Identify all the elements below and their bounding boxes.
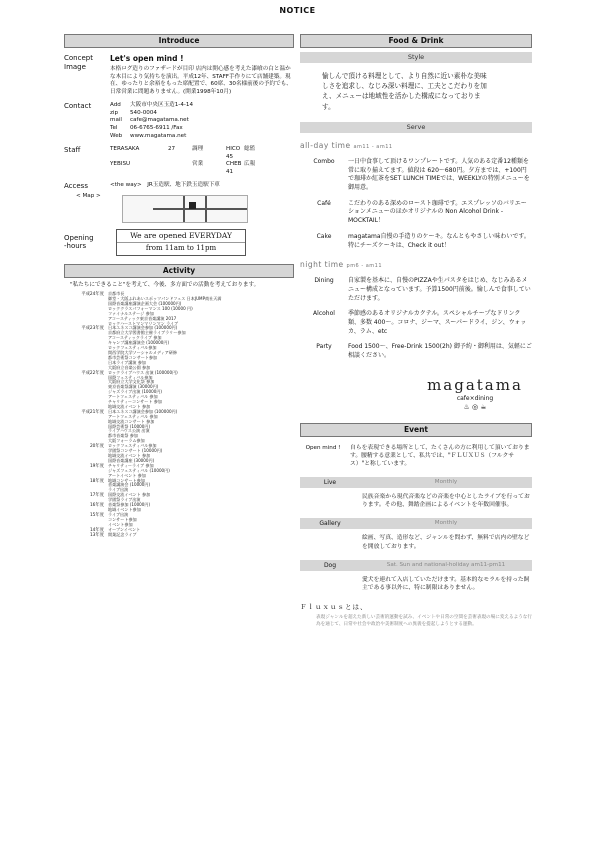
activity-item: ライブハウス公演 出演 bbox=[108, 428, 150, 434]
activity-item: ロックライブハウス 出演 (100000円) bbox=[108, 369, 178, 375]
menu-label: Café bbox=[317, 199, 331, 207]
contact-section bbox=[64, 102, 294, 140]
activity-item: 地域交流コンサート 参加 bbox=[108, 418, 155, 424]
event-tag: Monthly bbox=[434, 520, 458, 527]
activity-item: ロックハーストマンマリンマン ライブ bbox=[108, 320, 179, 326]
activity-items bbox=[108, 444, 294, 464]
activity-item: ジャズライブ出演 (10000円) bbox=[108, 389, 163, 395]
activity-item: イベント参加 bbox=[108, 521, 133, 527]
activity-items bbox=[108, 533, 294, 538]
activity-item: 大阪府立音楽公園 参加 bbox=[108, 364, 151, 370]
staff-label: Staff bbox=[64, 146, 81, 155]
event-text: 民族音楽から現代音楽などの音楽を中心としたライブを行っております。その他、舞踏企画によるイベントを年数回催事。 bbox=[362, 493, 530, 509]
activity-item: 国際音楽講座 (30000円) bbox=[108, 457, 155, 463]
menu-label: Cake bbox=[316, 232, 332, 240]
activity-year: 19年度 bbox=[89, 463, 104, 469]
contact-key: Web bbox=[110, 132, 123, 139]
activity-era bbox=[64, 464, 294, 479]
magatama-logo bbox=[420, 375, 530, 413]
staff-row bbox=[110, 161, 294, 176]
contact-row bbox=[110, 133, 294, 141]
event-tag: Monthly bbox=[434, 478, 458, 485]
staff-row bbox=[110, 146, 294, 161]
activity-era bbox=[64, 410, 294, 444]
activity-era bbox=[64, 371, 294, 410]
activity-item: 日本ユネスコ講演会参加 (100000円) bbox=[108, 325, 178, 331]
contact-row bbox=[110, 110, 294, 118]
menu-label: Dining bbox=[314, 277, 334, 285]
logo-mark-icon: ♨ ◎ ☕ bbox=[463, 403, 487, 412]
menu-row bbox=[300, 158, 532, 193]
staff-cell: YEBISU bbox=[110, 161, 131, 168]
menu-text: 一日中食事して頂けるワンプレートです。人気のある定番12種類を常に取り揃えてます。値段は 620～680円。夕方までは、+100円で珈琲か紅茶をSET LUNCH TIMEでは、WEEKLYの特別メニューを御用意。 bbox=[348, 158, 530, 192]
event-label: Live bbox=[323, 478, 337, 486]
activity-era bbox=[64, 503, 294, 513]
concept-title: Let's open mind ! bbox=[110, 54, 184, 63]
menu-text: 自家製を基本に、自慢のPIZZAや生パスタをはじめ、なじみあるメニュー構成となっています。予算1500円前後。愉しんで食事していただけます。 bbox=[348, 277, 531, 302]
menu-text: こだわりのある深めのロースト珈琲です。エスプレッソのバリエーションメニューのほかオリジナルの Non Alcohol Drink - MOCKTAIL！ bbox=[348, 199, 527, 225]
activity-item: 開業記念ライブ bbox=[108, 531, 137, 537]
activity-items bbox=[108, 464, 294, 479]
logo-name: magatama bbox=[427, 375, 523, 394]
menu-label: Combo bbox=[313, 158, 335, 165]
contact-key: Add bbox=[110, 102, 121, 109]
activity-item: ライブ出演 bbox=[108, 487, 129, 493]
activity-year: 14年度 bbox=[89, 527, 104, 533]
activity-item: キャンプ講座講演会 (100000円) bbox=[108, 340, 170, 346]
menu-row bbox=[300, 277, 532, 303]
opening-section bbox=[64, 229, 294, 256]
activity-item: アコースティックライブ 参加 bbox=[108, 335, 162, 341]
map-road bbox=[153, 208, 247, 210]
left-column bbox=[64, 34, 294, 538]
contact-link[interactable]: www.magatama.net bbox=[130, 132, 187, 139]
food-header: Food & Drink bbox=[300, 34, 532, 48]
activity-item: 音楽講演会 (10000円) bbox=[108, 482, 151, 488]
activity-era bbox=[64, 326, 294, 370]
menu-text: 季節感のあるオリジナルカクテル。スペシャルチープなドリンク類、多数 400～。コロナ、ジーマ、スーパードライ、ジン、ウォッカ、ラム、etc bbox=[348, 310, 527, 335]
access-label: Access bbox=[64, 182, 88, 191]
contact-row bbox=[110, 102, 294, 110]
event-header: Event bbox=[300, 423, 532, 437]
contact-key: mail bbox=[110, 117, 122, 124]
concept-label: Concept Image bbox=[64, 54, 93, 71]
activity-item: 地域コンサート参加 bbox=[108, 477, 145, 483]
open-mind-row bbox=[300, 444, 532, 469]
activity-item: ライブ出演 bbox=[108, 511, 129, 517]
contact-row bbox=[110, 117, 294, 125]
contact-key: Tel bbox=[110, 124, 118, 131]
fluxus-text: 表現ジャンルを超えた新しい芸術的運動を試み、イベントや日常の空間を芸術表現の場に変えるような行為を通じて、日常や社会や政治や美術制度への異義を提起しようとする運動。 bbox=[316, 614, 532, 627]
contact-key: zip bbox=[110, 109, 119, 116]
activity-list bbox=[64, 292, 294, 538]
map-road bbox=[205, 196, 207, 222]
activity-year: 平成22年度 bbox=[81, 370, 104, 376]
activity-item: チャリティーコンサート 参加 bbox=[108, 399, 162, 405]
activity-year: 13年度 bbox=[89, 532, 104, 538]
activity-item: ロックフェスティバル参加 bbox=[108, 345, 157, 351]
event-row-header bbox=[300, 518, 532, 529]
menu-label: Alcohol bbox=[313, 310, 335, 318]
activity-era bbox=[64, 533, 294, 538]
event-row-header bbox=[300, 477, 532, 488]
activity-item: 京都府立大学図書館主催ライブラリー参加 bbox=[108, 330, 186, 336]
opening-line-2: from 11am to 11pm bbox=[145, 244, 217, 253]
activity-year: 平成24年度 bbox=[81, 292, 104, 298]
map-road bbox=[183, 196, 185, 222]
activity-item: 学園祭コンサート (10000円) bbox=[108, 448, 163, 454]
activity-item: 関西学院大学ソーシャルメディア研修 bbox=[108, 349, 177, 355]
activity-item: 国際芸術祭 (10000円) bbox=[108, 423, 151, 429]
activity-items bbox=[108, 513, 294, 528]
activity-item: アコースティック東京音楽講演 2017 bbox=[108, 315, 177, 321]
contact-row bbox=[110, 125, 294, 133]
event-label: Dog bbox=[323, 561, 337, 569]
activity-year: 20年度 bbox=[89, 444, 104, 450]
activity-items bbox=[108, 503, 294, 513]
activity-year: 15年度 bbox=[89, 512, 104, 518]
activity-item: 地域交流イベント 参加 bbox=[108, 403, 151, 409]
logo-sub: cafe×dining bbox=[456, 395, 494, 403]
activity-year: 平成23年度 bbox=[81, 326, 104, 332]
menu-label: Party bbox=[316, 343, 332, 351]
page-title: NOTICE bbox=[279, 6, 316, 15]
open-mind-text: 自らを表現できる場所として、たくさんの方に利用して頂いております。腰精する意業として、私共では、"ＦＬＵＸＵＳ（フルクサス）"と称しています。 bbox=[350, 444, 530, 468]
activity-item: アートイベント 参加 bbox=[108, 472, 146, 478]
menu-text: Food 1500～、Free-Drink 1500(2h) 御予約・御利用は、気軽にご相談ください。 bbox=[348, 343, 532, 360]
activity-item: 都市音楽祭 参加 bbox=[108, 433, 138, 439]
activity-item: 都市芸術祭コンサート参加 bbox=[108, 354, 158, 360]
activity-items bbox=[108, 410, 294, 444]
activity-item: 京都市長 bbox=[108, 291, 125, 297]
menu-row bbox=[300, 200, 532, 226]
activity-intro: "私たちにできること"を考えて、今後、多方面での活動を考えております。 bbox=[70, 281, 260, 288]
staff-cell: 調理 bbox=[192, 146, 204, 153]
activity-item: 日本ユネスコ講演会参加 (100000円) bbox=[108, 408, 178, 414]
staff-cell: 営業 bbox=[192, 161, 204, 168]
staff-cell: 広報 bbox=[244, 161, 256, 168]
activity-item: 国際フェスティバル参加 bbox=[108, 374, 153, 380]
open-mind-label: Open mind ! bbox=[305, 444, 341, 451]
activity-header: Activity bbox=[64, 264, 294, 278]
activity-item: コンサート参加 bbox=[108, 516, 137, 522]
concept-text: 本格ログ造りのファザードが目印 店内は開心感を考えた漆喰の白と温かな木目により気持ちを演出。平成12年、STAFF手作りにて店舗建築。現在、ゆったりと余裕をもった席配置で、60席、30名様前後の予約でも、日常営業に問題ありません。(開業1998年10月) bbox=[110, 66, 292, 95]
activity-item: 国際交流イベント 参加 bbox=[108, 492, 151, 498]
activity-item: 大阪府立大学文化祭 参加 bbox=[108, 379, 155, 385]
map-label: < Map > bbox=[76, 192, 101, 199]
staff-cell: TERASAKA bbox=[110, 146, 140, 153]
activity-era bbox=[64, 444, 294, 464]
event-text: 愛犬を連れて入店していただけます。基本的なモラルを持った飼主である事以外に、特に制限はありません。 bbox=[362, 576, 530, 592]
activity-item: 国際音楽講座講演企画大会 (100000円) bbox=[108, 300, 182, 306]
activity-item: 学園祭ライブ出演 bbox=[108, 497, 141, 503]
activity-item: アートフェスティバル 参加 bbox=[108, 394, 158, 400]
activity-year: 平成21年度 bbox=[81, 409, 104, 415]
concept-section bbox=[64, 54, 294, 96]
activity-item: 御堂・大阪ふれあいスポッツパンドフェス 日本JUMP商社天満 bbox=[108, 296, 222, 301]
event-label: Gallery bbox=[319, 520, 341, 528]
contact-value: 大阪市中央区玉造1-4-14 bbox=[130, 102, 194, 109]
allday-time: all-day time am11 - am11 bbox=[300, 140, 393, 150]
activity-item: 地域交流イベント 参加 bbox=[108, 453, 151, 458]
activity-era bbox=[64, 493, 294, 503]
contact-link[interactable]: cafe@magatama.net bbox=[130, 117, 189, 124]
event-row-header bbox=[300, 560, 532, 571]
style-subheader: Style bbox=[300, 52, 532, 63]
event-text: 絵画、写真、造形など、ジャンルを問わず、無料で店内の壁などを開放しております。 bbox=[362, 535, 530, 550]
menu-text: magatama自慢の手造りのケーキ。なんともやさしい味わいです。特にチーズケーキは、Check it out！ bbox=[348, 232, 530, 249]
contact-value: 540-0004 bbox=[130, 109, 157, 116]
staff-cell: CHEB 41 bbox=[226, 161, 242, 175]
night-time: night time pm6 - am11 bbox=[300, 260, 383, 270]
access-map[interactable] bbox=[122, 195, 248, 223]
staff-section bbox=[64, 146, 294, 176]
menu-row bbox=[300, 310, 532, 336]
opening-label: Opening -hours bbox=[64, 233, 94, 251]
fluxus-label: Ｆｌｕｘｕｓとは、 bbox=[300, 602, 368, 611]
opening-box bbox=[116, 229, 246, 256]
opening-line-1: We are opened EVERYDAY bbox=[117, 230, 245, 243]
activity-item: ロックフェスティバル参加 bbox=[108, 443, 157, 449]
activity-item: 日本ライブ講演 参加 bbox=[108, 359, 146, 365]
activity-item: オープンイベント bbox=[108, 526, 141, 532]
activity-year: 16年度 bbox=[89, 503, 104, 509]
activity-items bbox=[108, 292, 294, 326]
staff-cell: HICO 45 bbox=[226, 146, 241, 160]
activity-items bbox=[108, 326, 294, 370]
access-text: <the way> JR玉造駅、地下鉄玉造駅下車 bbox=[110, 182, 220, 189]
access-section bbox=[64, 182, 294, 191]
staff-cell: 27 bbox=[168, 146, 176, 153]
activity-item: アートフェスティバル 参加 bbox=[108, 413, 158, 419]
right-column bbox=[300, 34, 532, 628]
activity-item: 地域イベント参加 bbox=[108, 506, 141, 512]
activity-item: 東京音楽祭講演 (30000円) bbox=[108, 384, 159, 390]
contact-value: 06-6765-6911 /Fax bbox=[130, 124, 183, 131]
activity-era bbox=[64, 292, 294, 326]
menu-row bbox=[300, 233, 532, 250]
activity-item: ロッククラスパフォーマンス 100 (10000 円) bbox=[108, 305, 193, 311]
activity-item: チャリティーライブ 参加 bbox=[108, 462, 154, 468]
activity-era bbox=[64, 513, 294, 528]
contact-label: Contact bbox=[64, 102, 92, 111]
introduce-header: Introduce bbox=[64, 34, 294, 48]
serve-subheader: Serve bbox=[300, 122, 532, 133]
style-text: 愉しんで頂ける料理として、より自然に近い素朴な美味しさを追求し、なじみ深い料理に、工夫とこだわりを加え、メニューは地域性を活かした構成になっております。 bbox=[322, 72, 487, 111]
activity-era bbox=[64, 479, 294, 494]
activity-item: ファイナルステージ 参加 bbox=[108, 310, 154, 316]
activity-items bbox=[108, 371, 294, 410]
shop-marker-icon bbox=[189, 202, 196, 209]
staff-cell bbox=[168, 161, 192, 176]
staff-cell: 総監 bbox=[244, 146, 256, 153]
activity-item: 大阪フォーラム参加 bbox=[108, 438, 145, 444]
activity-year: 17年度 bbox=[89, 493, 104, 499]
activity-year: 18年度 bbox=[89, 478, 104, 484]
event-tag: Sat. Sun and national-holiday am11-pm11 bbox=[386, 561, 506, 568]
activity-item: ジャズフェスティバル (10000円) bbox=[108, 467, 170, 473]
menu-row bbox=[300, 343, 532, 360]
activity-item: 音楽祭参加 (10000円) bbox=[108, 502, 151, 508]
